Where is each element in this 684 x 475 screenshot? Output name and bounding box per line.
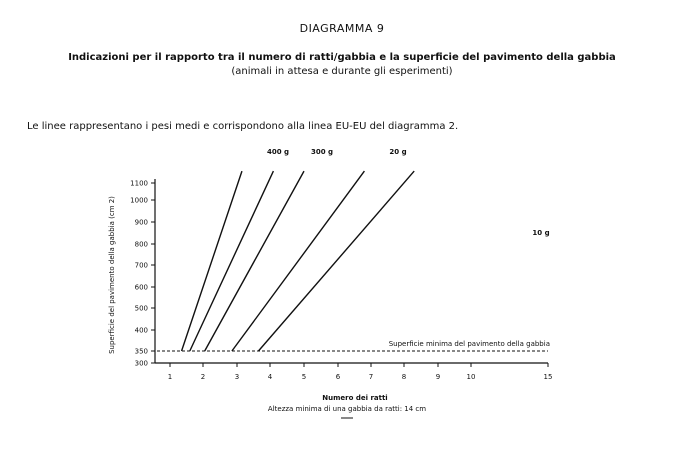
y-tick-label: 350 (134, 347, 148, 356)
subtitle: Indicazioni per il rapporto tra il numero di ratti/gabbia e la superficie del pavimento della gabbia (68, 52, 616, 63)
x-tick-label: 7 (368, 373, 374, 381)
y-tick-label: 500 (134, 304, 148, 313)
x-tick-label: 1 (167, 373, 173, 381)
chart-note: Le linee rappresentano i pesi medi e corrispondono alla linea EU-EU del diagramma 2. (27, 121, 459, 132)
x-tick-label: 8 (401, 373, 407, 381)
x-tick-label: 10 (466, 373, 476, 381)
y-tick-label: 400 (134, 326, 148, 335)
y-tick-label: 1100 (130, 179, 148, 188)
series-line (190, 171, 274, 351)
x-tick-label: 9 (435, 373, 441, 381)
series-label: 10 g (532, 229, 550, 237)
series-line (258, 171, 414, 351)
subtitle-note: (animali in attesa e durante gli esperimenti) (231, 66, 453, 77)
y-tick-label: 700 (134, 261, 148, 270)
x-tick-label: 15 (543, 373, 553, 381)
x-axis-label: Numero dei ratti (322, 394, 388, 402)
x-tick-label: 6 (335, 373, 341, 381)
y-tick-label: 1000 (130, 196, 148, 205)
x-tick-label: 4 (267, 373, 273, 381)
series-label: 20 g (389, 148, 407, 156)
x-axis-sublabel: Altezza minima di una gabbia da ratti: 14 cm (267, 405, 427, 413)
series-label: 300 g (310, 148, 334, 156)
x-tick-label: 5 (301, 373, 307, 381)
y-tick-label: 900 (134, 218, 148, 227)
series-line (205, 171, 304, 351)
series-line (182, 171, 242, 351)
y-tick-label: 600 (134, 283, 148, 292)
reference-line-label: Superficie minima del pavimento della gabbia (388, 340, 550, 348)
y-tick-label: 800 (134, 240, 148, 249)
x-tick-label: 2 (200, 373, 206, 381)
x-tick-label: 3 (234, 373, 240, 381)
y-axis-label: Superficie del pavimento della gabbia (cm 2) (108, 196, 116, 354)
series-label: 400 g (266, 148, 290, 156)
page-title: DIAGRAMMA 9 (299, 22, 385, 35)
series-line (232, 171, 365, 351)
y-tick-label: 300 (134, 359, 148, 368)
